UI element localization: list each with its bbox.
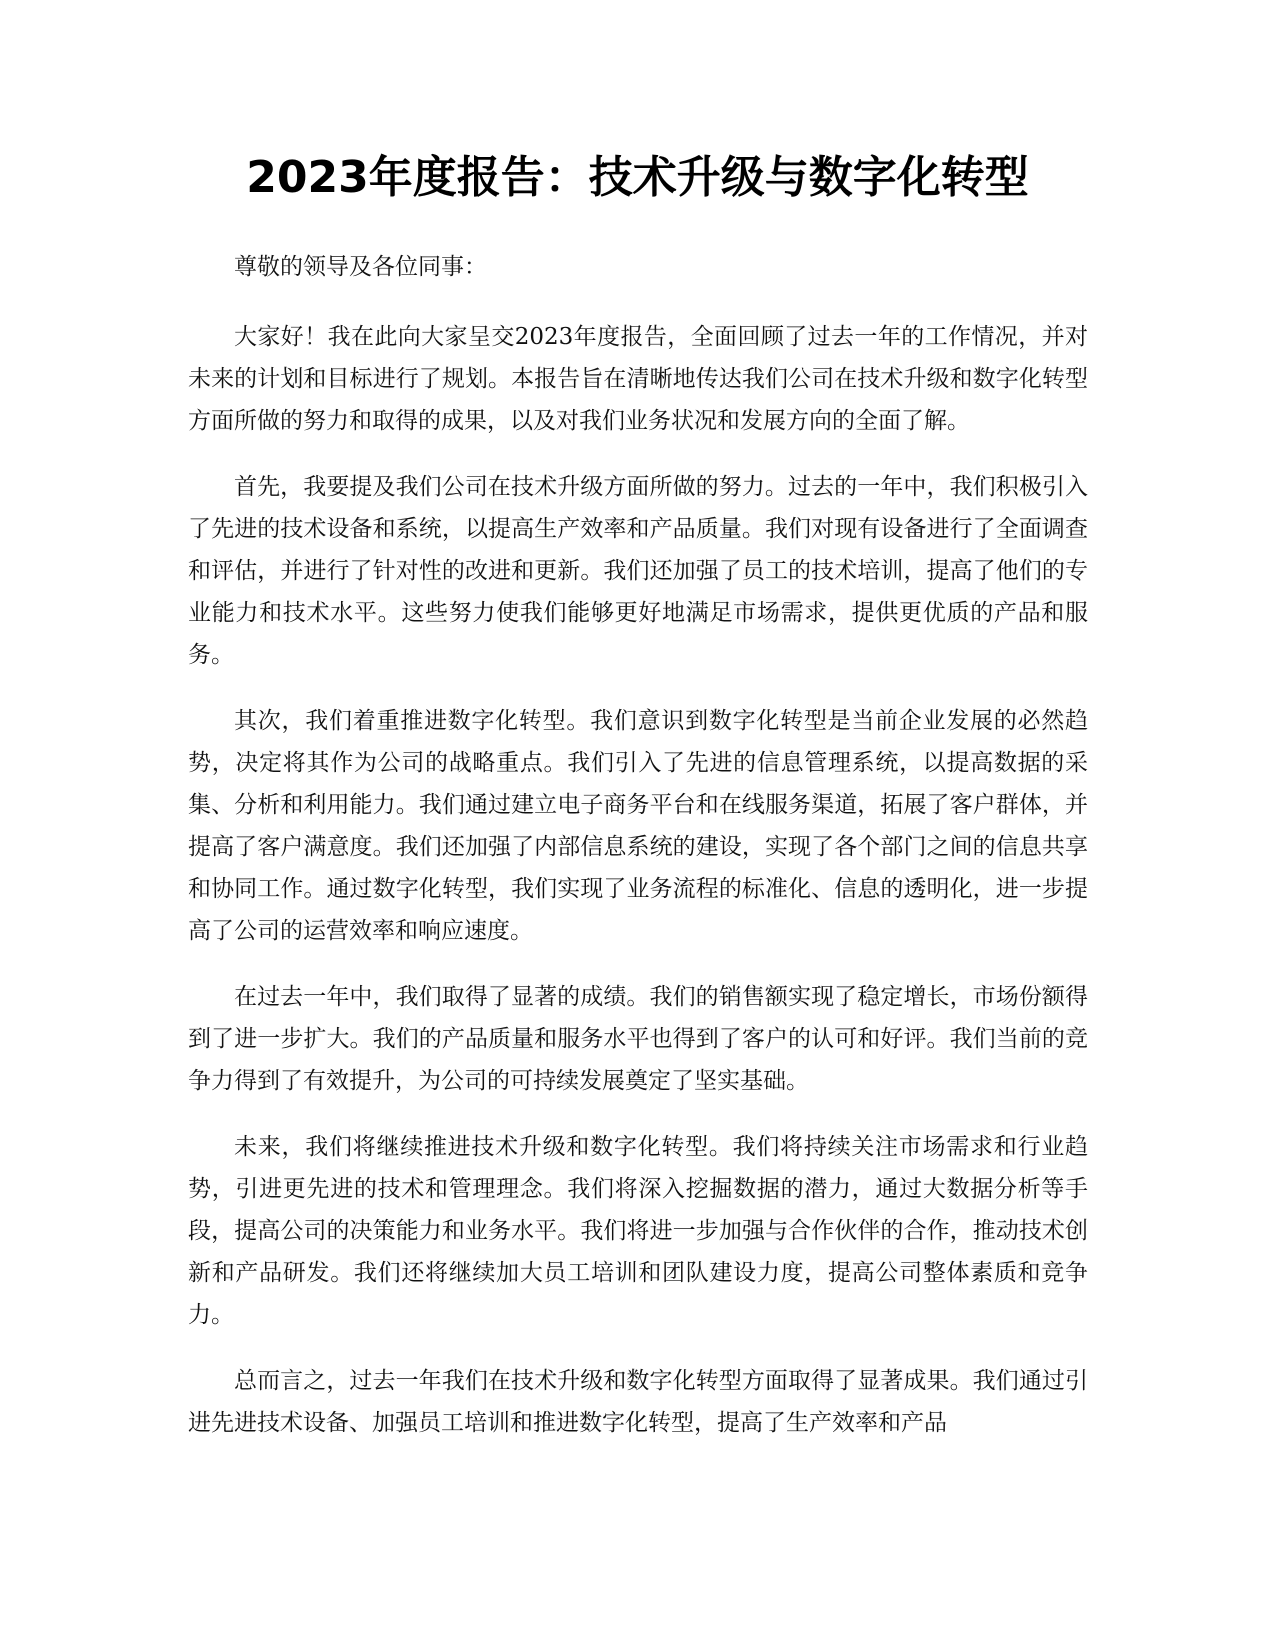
paragraph-digital-transformation: 其次，我们着重推进数字化转型。我们意识到数字化转型是当前企业发展的必然趋势，决定将其作为公司的战略重点。我们引入了先进的信息管理系统，以提高数据的采集、分析和利用能力。我们通过建立电子商务平台和在线服务渠道，拓展了客户群体，并提高了客户满意度。我们还加强了内部信息系统的建设，实现了各个部门之间的信息共享和协同工作。通过数字化转型，我们实现了业务流程的标准化、信息的透明化，进一步提高了公司的运营效率和响应速度。: [188, 708, 1088, 944]
paragraph-achievements: 在过去一年中，我们取得了显著的成绩。我们的销售额实现了稳定增长，市场份额得到了进一步扩大。我们的产品质量和服务水平也得到了客户的认可和好评。我们当前的竞争力得到了有效提升，为公司的可持续发展奠定了坚实基础。: [188, 984, 1088, 1094]
salutation: 尊敬的领导及各位同事：: [234, 254, 487, 280]
document-title: 2023年度报告：技术升级与数字化转型: [246, 152, 1029, 203]
paragraph-future-plans: 未来，我们将继续推进技术升级和数字化转型。我们将持续关注市场需求和行业趋势，引进更先进的技术和管理理念。我们将深入挖掘数据的潜力，通过大数据分析等手段，提高公司的决策能力和业务水平。我们将进一步加强与合作伙伴的合作，推动技术创新和产品研发。我们还将继续加大员工培训和团队建设力度，提高公司整体素质和竞争力。: [188, 1134, 1088, 1328]
paragraph-technology-upgrade: 首先，我要提及我们公司在技术升级方面所做的努力。过去的一年中，我们积极引入了先进的技术设备和系统，以提高生产效率和产品质量。我们对现有设备进行了全面调查和评估，并进行了针对性的改进和更新。我们还加强了员工的技术培训，提高了他们的专业能力和技术水平。这些努力使我们能够更好地满足市场需求，提供更优质的产品和服务。: [188, 474, 1088, 668]
paragraph-intro: 大家好！我在此向大家呈交2023年度报告，全面回顾了过去一年的工作情况，并对未来的计划和目标进行了规划。本报告旨在清晰地传达我们公司在技术升级和数字化转型方面所做的努力和取得的成果，以及对我们业务状况和发展方向的全面了解。: [188, 324, 1088, 434]
paragraph-conclusion: 总而言之，过去一年我们在技术升级和数字化转型方面取得了显著成果。我们通过引进先进技术设备、加强员工培训和推进数字化转型，提高了生产效率和产品: [188, 1368, 1088, 1436]
document-body: [188, 246, 1088, 1468]
